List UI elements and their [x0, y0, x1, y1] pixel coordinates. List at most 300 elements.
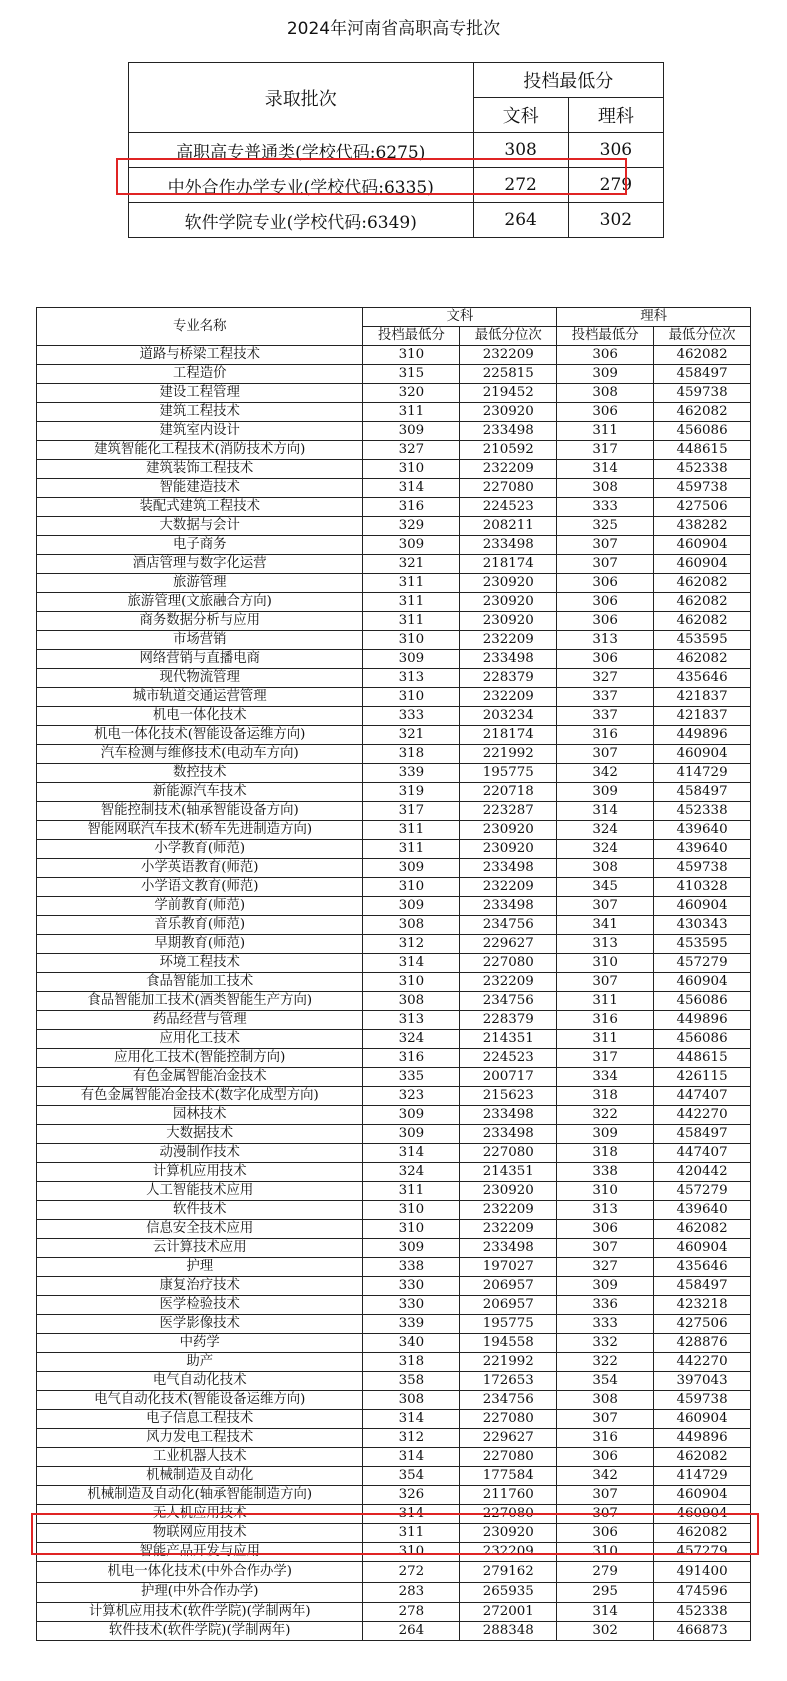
- table-row: [37, 365, 751, 384]
- wen-min-score: 308: [363, 992, 460, 1011]
- li-min-score: 308: [557, 1391, 654, 1410]
- wen-min-rank: 172653: [460, 1372, 557, 1391]
- li-min-score: 322: [557, 1106, 654, 1125]
- summary-wen-score: 308: [473, 133, 568, 168]
- wen-min-score: 318: [363, 745, 460, 764]
- table-row: [37, 1429, 751, 1448]
- table-row: [37, 973, 751, 992]
- wen-min-score: 321: [363, 555, 460, 574]
- li-min-rank: 458497: [654, 365, 751, 384]
- wen-min-rank: 230920: [460, 612, 557, 631]
- wen-min-rank: 233498: [460, 1125, 557, 1144]
- li-min-score: 307: [557, 555, 654, 574]
- table-row: [37, 1011, 751, 1030]
- major-name: 智能网联汽车技术(轿车先进制造方向): [37, 821, 363, 840]
- wen-min-score: 327: [363, 441, 460, 460]
- li-min-rank: 420442: [654, 1163, 751, 1182]
- wen-min-score: 309: [363, 897, 460, 916]
- li-min-rank: 457279: [654, 1543, 751, 1562]
- wen-min-rank: 210592: [460, 441, 557, 460]
- wen-min-score: 310: [363, 346, 460, 365]
- li-min-rank: 439640: [654, 821, 751, 840]
- li-min-rank: 435646: [654, 1258, 751, 1277]
- wen-min-rank: 233498: [460, 1106, 557, 1125]
- header-li-score: 投档最低分: [557, 327, 654, 346]
- major-name: 康复治疗技术: [37, 1277, 363, 1296]
- wen-min-rank: 197027: [460, 1258, 557, 1277]
- table-row: [37, 612, 751, 631]
- li-min-rank: 459738: [654, 479, 751, 498]
- major-name: 护理(中外合作办学): [37, 1582, 363, 1603]
- li-min-score: 342: [557, 764, 654, 783]
- wen-min-rank: 228379: [460, 669, 557, 688]
- li-min-rank: 452338: [654, 460, 751, 479]
- table-row: [37, 1163, 751, 1182]
- table-row: [37, 1258, 751, 1277]
- wen-min-rank: 227080: [460, 479, 557, 498]
- li-min-score: 310: [557, 1182, 654, 1201]
- table-row: [37, 555, 751, 574]
- major-name: 早期教育(师范): [37, 935, 363, 954]
- li-min-score: 309: [557, 1277, 654, 1296]
- major-name: 园林技术: [37, 1106, 363, 1125]
- li-min-rank: 449896: [654, 1429, 751, 1448]
- wen-min-rank: 265935: [460, 1582, 557, 1603]
- table-row: [37, 1220, 751, 1239]
- li-min-score: 311: [557, 992, 654, 1011]
- major-name: 网络营销与直播电商: [37, 650, 363, 669]
- li-min-rank: 452338: [654, 1603, 751, 1622]
- li-min-score: 325: [557, 517, 654, 536]
- major-name: 无人机应用技术: [37, 1505, 363, 1524]
- table-row: [37, 1486, 751, 1505]
- summary-wen-score: 264: [473, 203, 568, 238]
- li-min-rank: 458497: [654, 1125, 751, 1144]
- wen-min-score: 314: [363, 1505, 460, 1524]
- li-min-score: 313: [557, 1201, 654, 1220]
- wen-min-score: 272: [363, 1562, 460, 1583]
- li-min-rank: 460904: [654, 555, 751, 574]
- table-row: [37, 1049, 751, 1068]
- table-row: [37, 1622, 751, 1641]
- wen-min-score: 316: [363, 498, 460, 517]
- header-li-rank: 最低分位次: [654, 327, 751, 346]
- li-min-rank: 462082: [654, 612, 751, 631]
- detail-body: [37, 346, 751, 1641]
- major-name: 小学语文教育(师范): [37, 878, 363, 897]
- major-name: 有色金属智能冶金技术(数字化成型方向): [37, 1087, 363, 1106]
- li-min-rank: 459738: [654, 384, 751, 403]
- wen-min-score: 310: [363, 631, 460, 650]
- major-name: 信息安全技术应用: [37, 1220, 363, 1239]
- li-min-rank: 466873: [654, 1622, 751, 1641]
- major-name: 助产: [37, 1353, 363, 1372]
- wen-min-score: 308: [363, 1391, 460, 1410]
- wen-min-rank: 206957: [460, 1277, 557, 1296]
- wen-min-score: 309: [363, 1239, 460, 1258]
- summary-batch-name: 中外合作办学专业(学校代码:6335): [129, 168, 474, 203]
- major-name: 建筑工程技术: [37, 403, 363, 422]
- li-min-score: 295: [557, 1582, 654, 1603]
- li-min-score: 306: [557, 612, 654, 631]
- wen-min-rank: 220718: [460, 783, 557, 802]
- major-name: 建设工程管理: [37, 384, 363, 403]
- table-row: [37, 745, 751, 764]
- wen-min-score: 309: [363, 859, 460, 878]
- li-min-score: 322: [557, 1353, 654, 1372]
- table-row: [37, 1030, 751, 1049]
- wen-min-score: 319: [363, 783, 460, 802]
- table-row: [37, 403, 751, 422]
- major-name: 新能源汽车技术: [37, 783, 363, 802]
- wen-min-rank: 229627: [460, 935, 557, 954]
- wen-min-rank: 230920: [460, 840, 557, 859]
- wen-min-score: 264: [363, 1622, 460, 1641]
- wen-min-rank: 232209: [460, 878, 557, 897]
- table-row: [37, 764, 751, 783]
- li-min-score: 316: [557, 726, 654, 745]
- li-min-score: 317: [557, 441, 654, 460]
- major-name: 小学英语教育(师范): [37, 859, 363, 878]
- table-row: [37, 1296, 751, 1315]
- li-min-score: 307: [557, 897, 654, 916]
- major-name: 大数据与会计: [37, 517, 363, 536]
- major-name: 电子商务: [37, 536, 363, 555]
- wen-min-rank: 229627: [460, 1429, 557, 1448]
- wen-min-score: 329: [363, 517, 460, 536]
- major-name: 应用化工技术: [37, 1030, 363, 1049]
- summary-li-score: 302: [568, 203, 663, 238]
- li-min-score: 306: [557, 650, 654, 669]
- li-min-rank: 427506: [654, 498, 751, 517]
- wen-min-rank: 227080: [460, 1144, 557, 1163]
- li-min-rank: 457279: [654, 954, 751, 973]
- table-row: [37, 574, 751, 593]
- li-min-rank: 448615: [654, 1049, 751, 1068]
- major-name: 药品经营与管理: [37, 1011, 363, 1030]
- li-min-score: 316: [557, 1011, 654, 1030]
- table-row: [37, 1448, 751, 1467]
- major-name: 商务数据分析与应用: [37, 612, 363, 631]
- wen-min-score: 309: [363, 1106, 460, 1125]
- table-row: [37, 1467, 751, 1486]
- wen-min-score: 354: [363, 1467, 460, 1486]
- wen-min-score: 311: [363, 612, 460, 631]
- table-row: [37, 1144, 751, 1163]
- major-name: 建筑智能化工程技术(消防技术方向): [37, 441, 363, 460]
- page-title: 2024年河南省高职高专批次: [286, 19, 501, 39]
- header-li: 理科: [568, 98, 663, 133]
- li-min-rank: 491400: [654, 1562, 751, 1583]
- li-min-score: 279: [557, 1562, 654, 1583]
- li-min-rank: 456086: [654, 992, 751, 1011]
- major-name: 小学教育(师范): [37, 840, 363, 859]
- li-min-rank: 423218: [654, 1296, 751, 1315]
- major-name: 建筑装饰工程技术: [37, 460, 363, 479]
- wen-min-score: 312: [363, 1429, 460, 1448]
- wen-min-rank: 234756: [460, 1391, 557, 1410]
- wen-min-rank: 208211: [460, 517, 557, 536]
- major-name: 建筑室内设计: [37, 422, 363, 441]
- wen-min-score: 321: [363, 726, 460, 745]
- li-min-score: 314: [557, 802, 654, 821]
- wen-min-rank: 230920: [460, 1524, 557, 1543]
- table-row: [37, 460, 751, 479]
- table-row: [37, 1353, 751, 1372]
- major-name: 中药学: [37, 1334, 363, 1353]
- wen-min-score: 314: [363, 954, 460, 973]
- wen-min-score: 340: [363, 1334, 460, 1353]
- li-min-rank: 439640: [654, 1201, 751, 1220]
- major-name: 电气自动化技术(智能设备运维方向): [37, 1391, 363, 1410]
- li-min-rank: 462082: [654, 346, 751, 365]
- li-min-score: 354: [557, 1372, 654, 1391]
- li-min-rank: 426115: [654, 1068, 751, 1087]
- li-min-rank: 458497: [654, 1277, 751, 1296]
- wen-min-score: 330: [363, 1296, 460, 1315]
- wen-min-score: 330: [363, 1277, 460, 1296]
- wen-min-rank: 230920: [460, 574, 557, 593]
- major-name: 软件技术(软件学院)(学制两年): [37, 1622, 363, 1641]
- li-min-score: 307: [557, 1239, 654, 1258]
- li-min-score: 306: [557, 346, 654, 365]
- wen-min-rank: 279162: [460, 1562, 557, 1583]
- wen-min-score: 324: [363, 1163, 460, 1182]
- wen-min-rank: 177584: [460, 1467, 557, 1486]
- major-name: 机电一体化技术(智能设备运维方向): [37, 726, 363, 745]
- li-min-rank: 438282: [654, 517, 751, 536]
- wen-min-score: 310: [363, 1201, 460, 1220]
- wen-min-score: 309: [363, 1125, 460, 1144]
- table-row: [37, 1277, 751, 1296]
- header-batch: 录取批次: [129, 63, 474, 133]
- major-name: 机械制造及自动化(轴承智能制造方向): [37, 1486, 363, 1505]
- table-row: [37, 726, 751, 745]
- wen-min-rank: 227080: [460, 1505, 557, 1524]
- table-row: [37, 1334, 751, 1353]
- li-min-score: 310: [557, 1543, 654, 1562]
- major-name: 酒店管理与数字化运营: [37, 555, 363, 574]
- li-min-rank: 458497: [654, 783, 751, 802]
- major-name: 有色金属智能冶金技术: [37, 1068, 363, 1087]
- major-name: 城市轨道交通运营管理: [37, 688, 363, 707]
- li-min-rank: 430343: [654, 916, 751, 935]
- major-name: 人工智能技术应用: [37, 1182, 363, 1201]
- major-name: 学前教育(师范): [37, 897, 363, 916]
- li-min-score: 311: [557, 1030, 654, 1049]
- li-min-score: 345: [557, 878, 654, 897]
- wen-min-rank: 206957: [460, 1296, 557, 1315]
- li-min-rank: 414729: [654, 764, 751, 783]
- wen-min-rank: 225815: [460, 365, 557, 384]
- li-min-score: 307: [557, 536, 654, 555]
- wen-min-rank: 223287: [460, 802, 557, 821]
- wen-min-rank: 219452: [460, 384, 557, 403]
- table-row: [37, 935, 751, 954]
- li-min-score: 306: [557, 1524, 654, 1543]
- major-name: 汽车检测与维修技术(电动车方向): [37, 745, 363, 764]
- li-min-rank: 462082: [654, 593, 751, 612]
- detail-table: [36, 307, 751, 1641]
- wen-min-rank: 227080: [460, 954, 557, 973]
- wen-min-rank: 224523: [460, 498, 557, 517]
- table-row: [37, 707, 751, 726]
- wen-min-rank: 272001: [460, 1603, 557, 1622]
- table-row: [37, 1372, 751, 1391]
- wen-min-score: 320: [363, 384, 460, 403]
- li-min-score: 308: [557, 479, 654, 498]
- li-min-score: 307: [557, 745, 654, 764]
- table-row: [37, 1106, 751, 1125]
- major-name: 应用化工技术(智能控制方向): [37, 1049, 363, 1068]
- major-name: 环境工程技术: [37, 954, 363, 973]
- wen-min-score: 308: [363, 916, 460, 935]
- table-row: [37, 422, 751, 441]
- li-min-score: 306: [557, 593, 654, 612]
- major-name: 电气自动化技术: [37, 1372, 363, 1391]
- summary-batch-name: 高职高专普通类(学校代码:6275): [129, 133, 474, 168]
- li-min-score: 309: [557, 1125, 654, 1144]
- li-min-score: 314: [557, 460, 654, 479]
- li-min-score: 306: [557, 1220, 654, 1239]
- wen-min-rank: 234756: [460, 992, 557, 1011]
- table-row: [37, 1603, 751, 1622]
- wen-min-rank: 227080: [460, 1410, 557, 1429]
- table-row: [37, 441, 751, 460]
- li-min-rank: 448615: [654, 441, 751, 460]
- wen-min-score: 283: [363, 1582, 460, 1603]
- wen-min-rank: 233498: [460, 536, 557, 555]
- header-wen: 文科: [363, 308, 557, 327]
- wen-min-score: 311: [363, 821, 460, 840]
- wen-min-rank: 215623: [460, 1087, 557, 1106]
- wen-min-rank: 230920: [460, 593, 557, 612]
- li-min-score: 309: [557, 365, 654, 384]
- wen-min-score: 335: [363, 1068, 460, 1087]
- table-row: [37, 1125, 751, 1144]
- table-row: [37, 688, 751, 707]
- wen-min-rank: 232209: [460, 1543, 557, 1562]
- wen-min-score: 339: [363, 1315, 460, 1334]
- table-row: [37, 1562, 751, 1583]
- table-row: [37, 897, 751, 916]
- wen-min-score: 312: [363, 935, 460, 954]
- wen-min-rank: 230920: [460, 403, 557, 422]
- wen-min-score: 326: [363, 1486, 460, 1505]
- wen-min-score: 338: [363, 1258, 460, 1277]
- table-row: [37, 517, 751, 536]
- summary-batch-name: 软件学院专业(学校代码:6349): [129, 203, 474, 238]
- li-min-rank: 460904: [654, 1505, 751, 1524]
- wen-min-rank: 203234: [460, 707, 557, 726]
- major-name: 道路与桥梁工程技术: [37, 346, 363, 365]
- major-name: 医学检验技术: [37, 1296, 363, 1315]
- li-min-score: 306: [557, 574, 654, 593]
- li-min-score: 336: [557, 1296, 654, 1315]
- major-name: 现代物流管理: [37, 669, 363, 688]
- li-min-score: 307: [557, 1410, 654, 1429]
- li-min-score: 333: [557, 1315, 654, 1334]
- major-name: 计算机应用技术: [37, 1163, 363, 1182]
- li-min-rank: 435646: [654, 669, 751, 688]
- wen-min-score: 323: [363, 1087, 460, 1106]
- li-min-rank: 459738: [654, 859, 751, 878]
- wen-min-score: 314: [363, 1448, 460, 1467]
- wen-min-rank: 232209: [460, 631, 557, 650]
- li-min-score: 306: [557, 1448, 654, 1467]
- table-row: [37, 346, 751, 365]
- li-min-score: 338: [557, 1163, 654, 1182]
- wen-min-rank: 194558: [460, 1334, 557, 1353]
- li-min-rank: 447407: [654, 1144, 751, 1163]
- wen-min-score: 314: [363, 479, 460, 498]
- major-name: 工程造价: [37, 365, 363, 384]
- wen-min-score: 313: [363, 669, 460, 688]
- wen-min-score: 278: [363, 1603, 460, 1622]
- table-row: [37, 593, 751, 612]
- table-row: [37, 1391, 751, 1410]
- major-name: 装配式建筑工程技术: [37, 498, 363, 517]
- major-name: 机电一体化技术(中外合作办学): [37, 1562, 363, 1583]
- wen-min-rank: 233498: [460, 897, 557, 916]
- table-row: [37, 859, 751, 878]
- li-min-score: 309: [557, 783, 654, 802]
- table-row: [37, 384, 751, 403]
- table-row: [37, 1087, 751, 1106]
- highlight-box-summary: [116, 158, 627, 195]
- wen-min-score: 310: [363, 973, 460, 992]
- major-name: 物联网应用技术: [37, 1524, 363, 1543]
- li-min-score: 302: [557, 1622, 654, 1641]
- header-wen-rank: 最低分位次: [460, 327, 557, 346]
- table-row: [37, 1068, 751, 1087]
- wen-min-rank: 288348: [460, 1622, 557, 1641]
- table-row: [37, 1410, 751, 1429]
- table-row: [37, 1239, 751, 1258]
- li-min-score: 308: [557, 859, 654, 878]
- header-wen: 文科: [473, 98, 568, 133]
- li-min-score: 313: [557, 631, 654, 650]
- major-name: 音乐教育(师范): [37, 916, 363, 935]
- wen-min-score: 311: [363, 593, 460, 612]
- wen-min-rank: 232209: [460, 346, 557, 365]
- detail-header-row: [37, 308, 751, 327]
- wen-min-score: 310: [363, 1543, 460, 1562]
- wen-min-score: 310: [363, 878, 460, 897]
- major-name: 食品智能加工技术(酒类智能生产方向): [37, 992, 363, 1011]
- summary-li-score: 279: [568, 168, 663, 203]
- wen-min-rank: 233498: [460, 650, 557, 669]
- wen-min-rank: 232209: [460, 1220, 557, 1239]
- li-min-score: 324: [557, 821, 654, 840]
- li-min-rank: 421837: [654, 688, 751, 707]
- major-name: 大数据技术: [37, 1125, 363, 1144]
- major-name: 机电一体化技术: [37, 707, 363, 726]
- table-row: [37, 479, 751, 498]
- wen-min-rank: 232209: [460, 688, 557, 707]
- table-row: [37, 1201, 751, 1220]
- major-name: 智能建造技术: [37, 479, 363, 498]
- wen-min-rank: 232209: [460, 973, 557, 992]
- wen-min-rank: 230920: [460, 821, 557, 840]
- summary-header-row: [129, 63, 664, 98]
- table-row: [37, 821, 751, 840]
- major-name: 旅游管理: [37, 574, 363, 593]
- li-min-rank: 460904: [654, 897, 751, 916]
- major-name: 计算机应用技术(软件学院)(学制两年): [37, 1603, 363, 1622]
- wen-min-score: 309: [363, 536, 460, 555]
- li-min-rank: 449896: [654, 726, 751, 745]
